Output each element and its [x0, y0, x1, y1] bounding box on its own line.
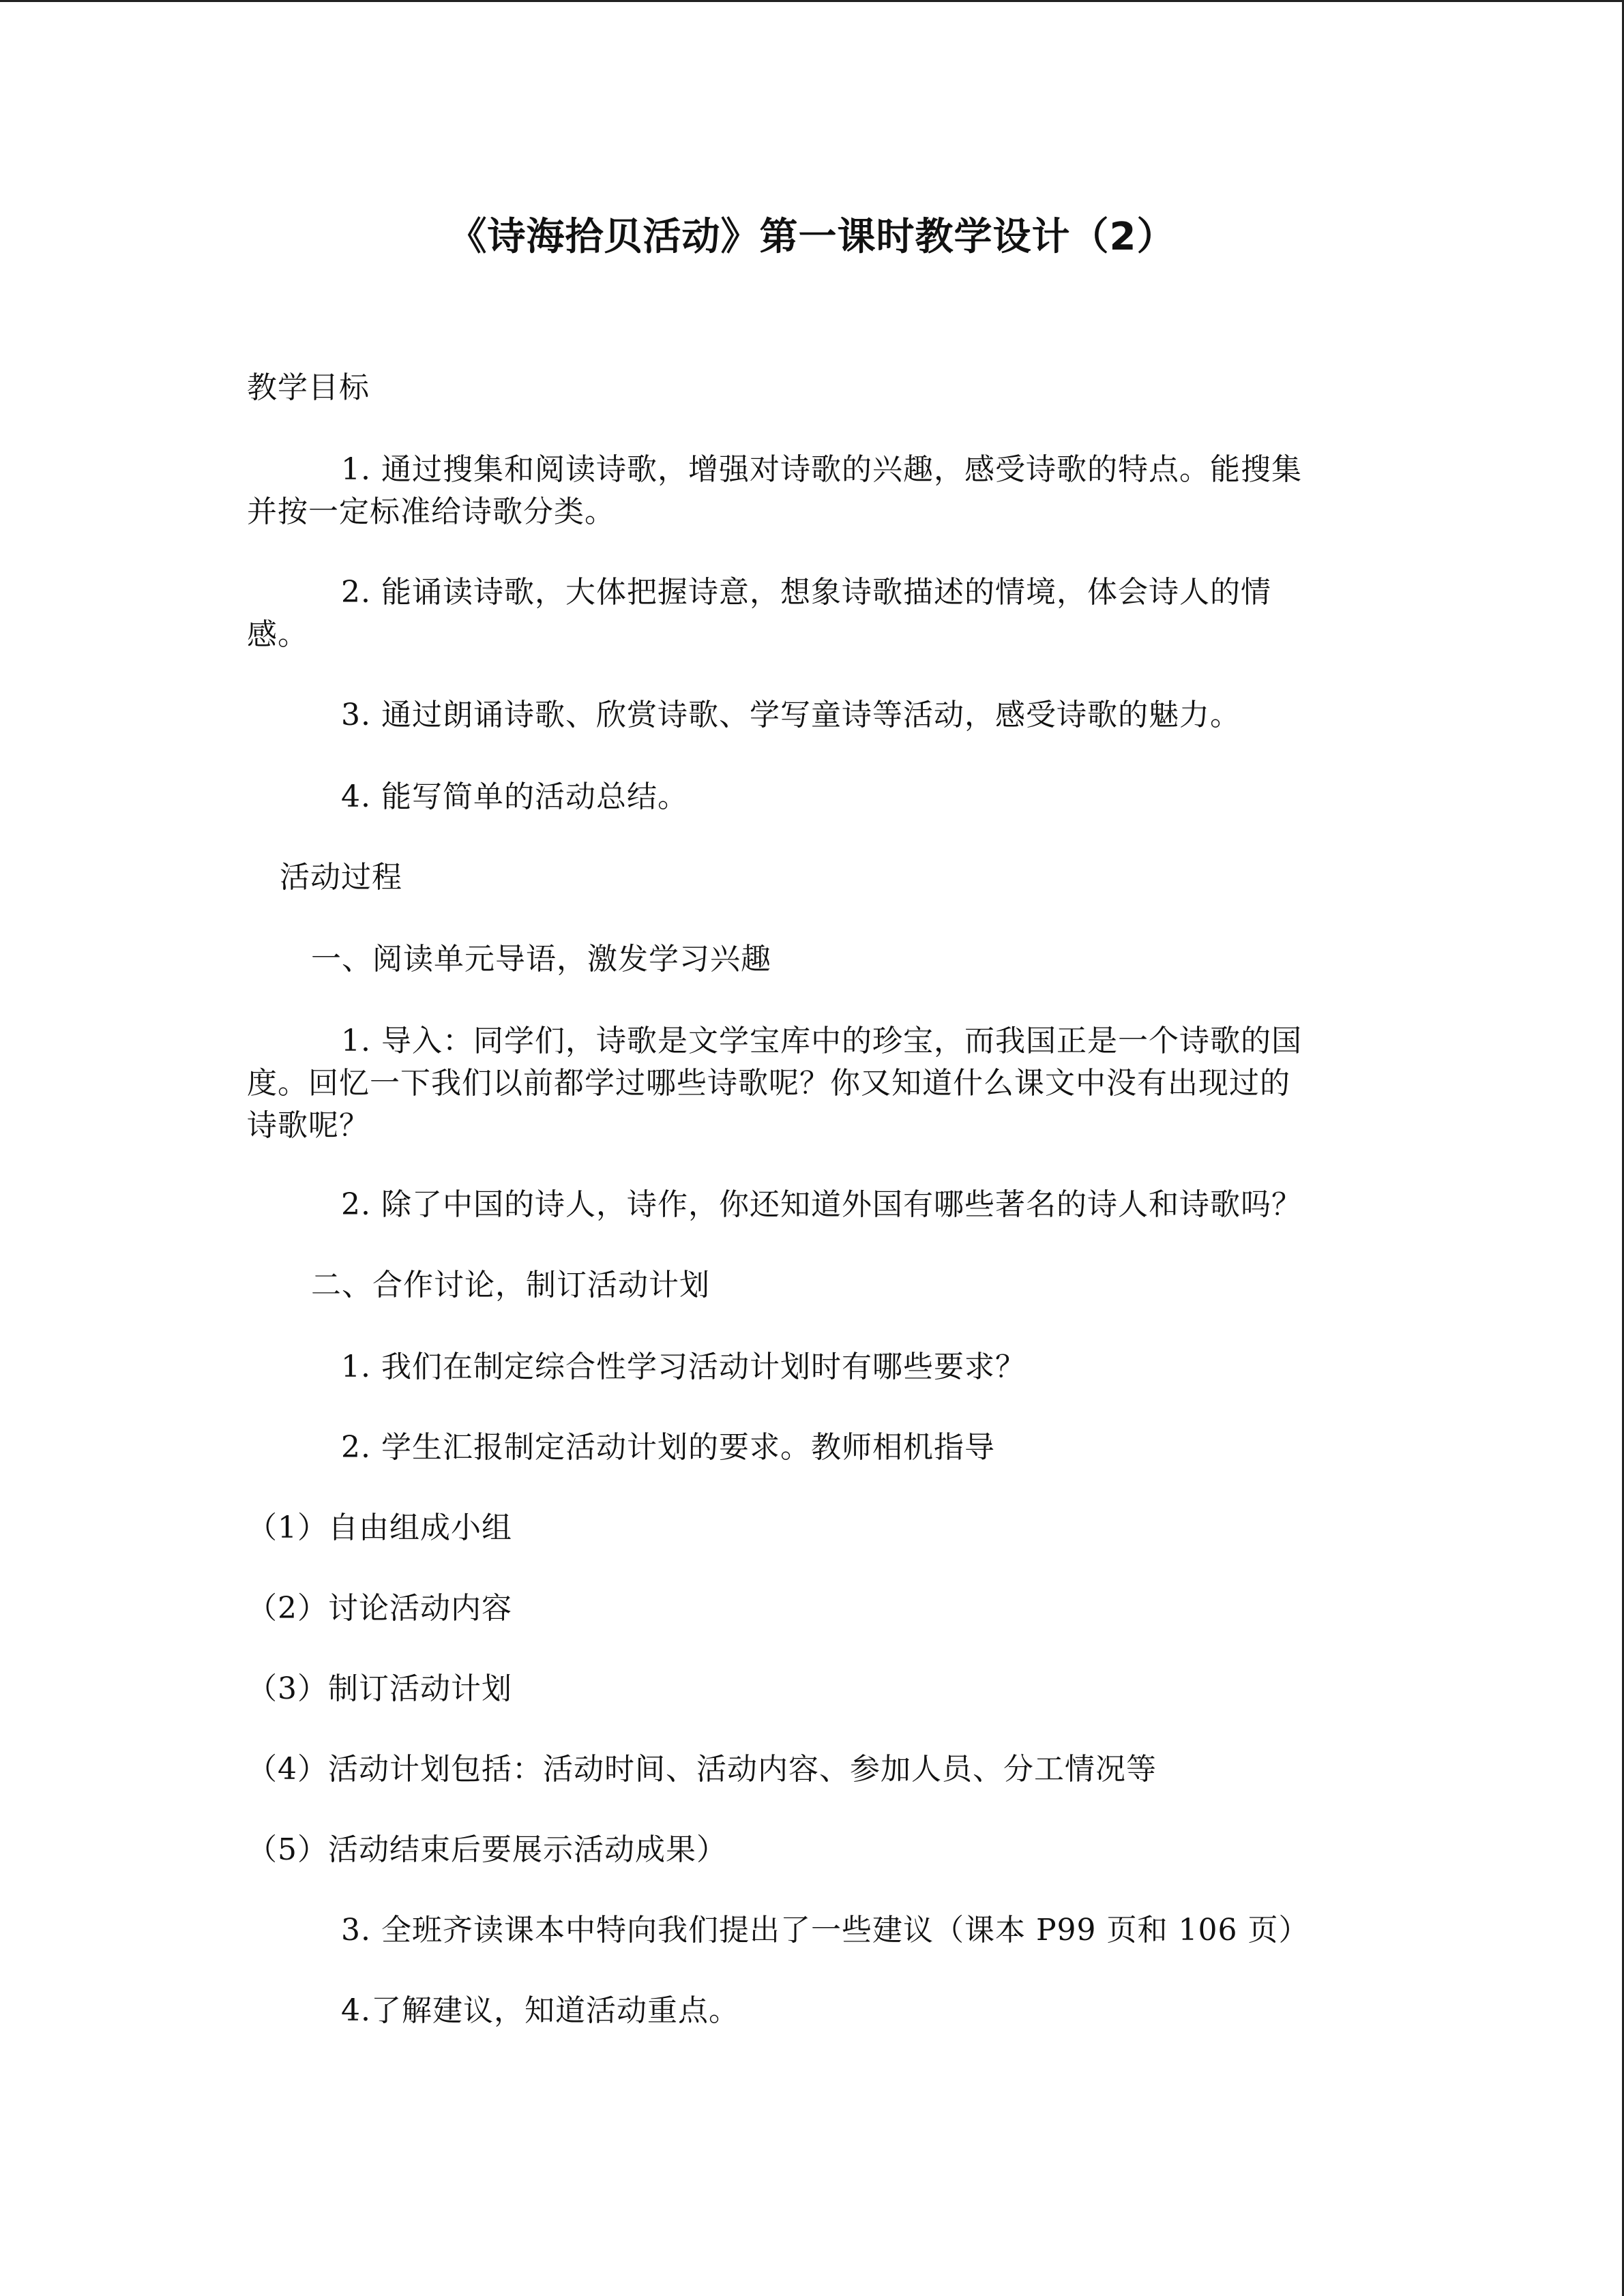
goal-4: 4. 能写简单的活动总结。 [341, 779, 688, 814]
sub-item-2: （2）讨论活动内容 [247, 1591, 512, 1626]
goal-1-line-2: 并按一定标准给诗歌分类。 [247, 494, 615, 529]
part-1-item-1-line-2: 度。回忆一下我们以前都学过哪些诗歌呢？你又知道什么课文中没有出现过的 [247, 1066, 1290, 1101]
part-2-item-2: 2. 学生汇报制定活动计划的要求。教师相机指导 [341, 1430, 995, 1465]
goal-2-line-2: 感。 [247, 617, 308, 652]
part-1-item-2: 2. 除了中国的诗人，诗作，你还知道外国有哪些著名的诗人和诗歌吗？ [341, 1187, 1302, 1222]
goal-2-line-1: 2. 能诵读诗歌，大体把握诗意，想象诗歌描述的情境，体会诗人的情 [341, 575, 1271, 610]
goals-heading: 教学目标 [247, 370, 370, 405]
process-heading: 活动过程 [280, 860, 402, 895]
sub-item-3: （3）制订活动计划 [247, 1671, 512, 1706]
goal-1-line-1: 1. 通过搜集和阅读诗歌，增强对诗歌的兴趣，感受诗歌的特点。能搜集 [341, 452, 1302, 487]
page-top-border [0, 0, 1624, 2]
part-2-item-4: 4.了解建议，知道活动重点。 [341, 1993, 739, 2028]
part-1-item-1-line-1: 1. 导入：同学们，诗歌是文学宝库中的珍宝，而我国正是一个诗歌的国 [341, 1024, 1302, 1058]
part-2-heading: 二、合作讨论，制订活动计划 [311, 1268, 710, 1302]
document-title: 《诗海拾贝活动》第一课时教学设计（2） [448, 215, 1176, 259]
sub-item-5: （5）活动结束后要展示活动成果） [247, 1832, 727, 1867]
part-2-item-3: 3. 全班齐读课本中特向我们提出了一些建议（课本 P99 页和 106 页） [341, 1913, 1310, 1948]
sub-item-4: （4）活动计划包括：活动时间、活动内容、参加人员、分工情况等 [247, 1752, 1157, 1787]
goal-3: 3. 通过朗诵诗歌、欣赏诗歌、学写童诗等活动，感受诗歌的魅力。 [341, 698, 1241, 732]
sub-item-1: （1）自由组成小组 [247, 1510, 512, 1545]
part-1-heading: 一、阅读单元导语，激发学习兴趣 [311, 942, 771, 976]
part-1-item-1-line-3: 诗歌呢？ [247, 1108, 370, 1143]
part-2-item-1: 1. 我们在制定综合性学习活动计划时有哪些要求？ [341, 1350, 1026, 1384]
